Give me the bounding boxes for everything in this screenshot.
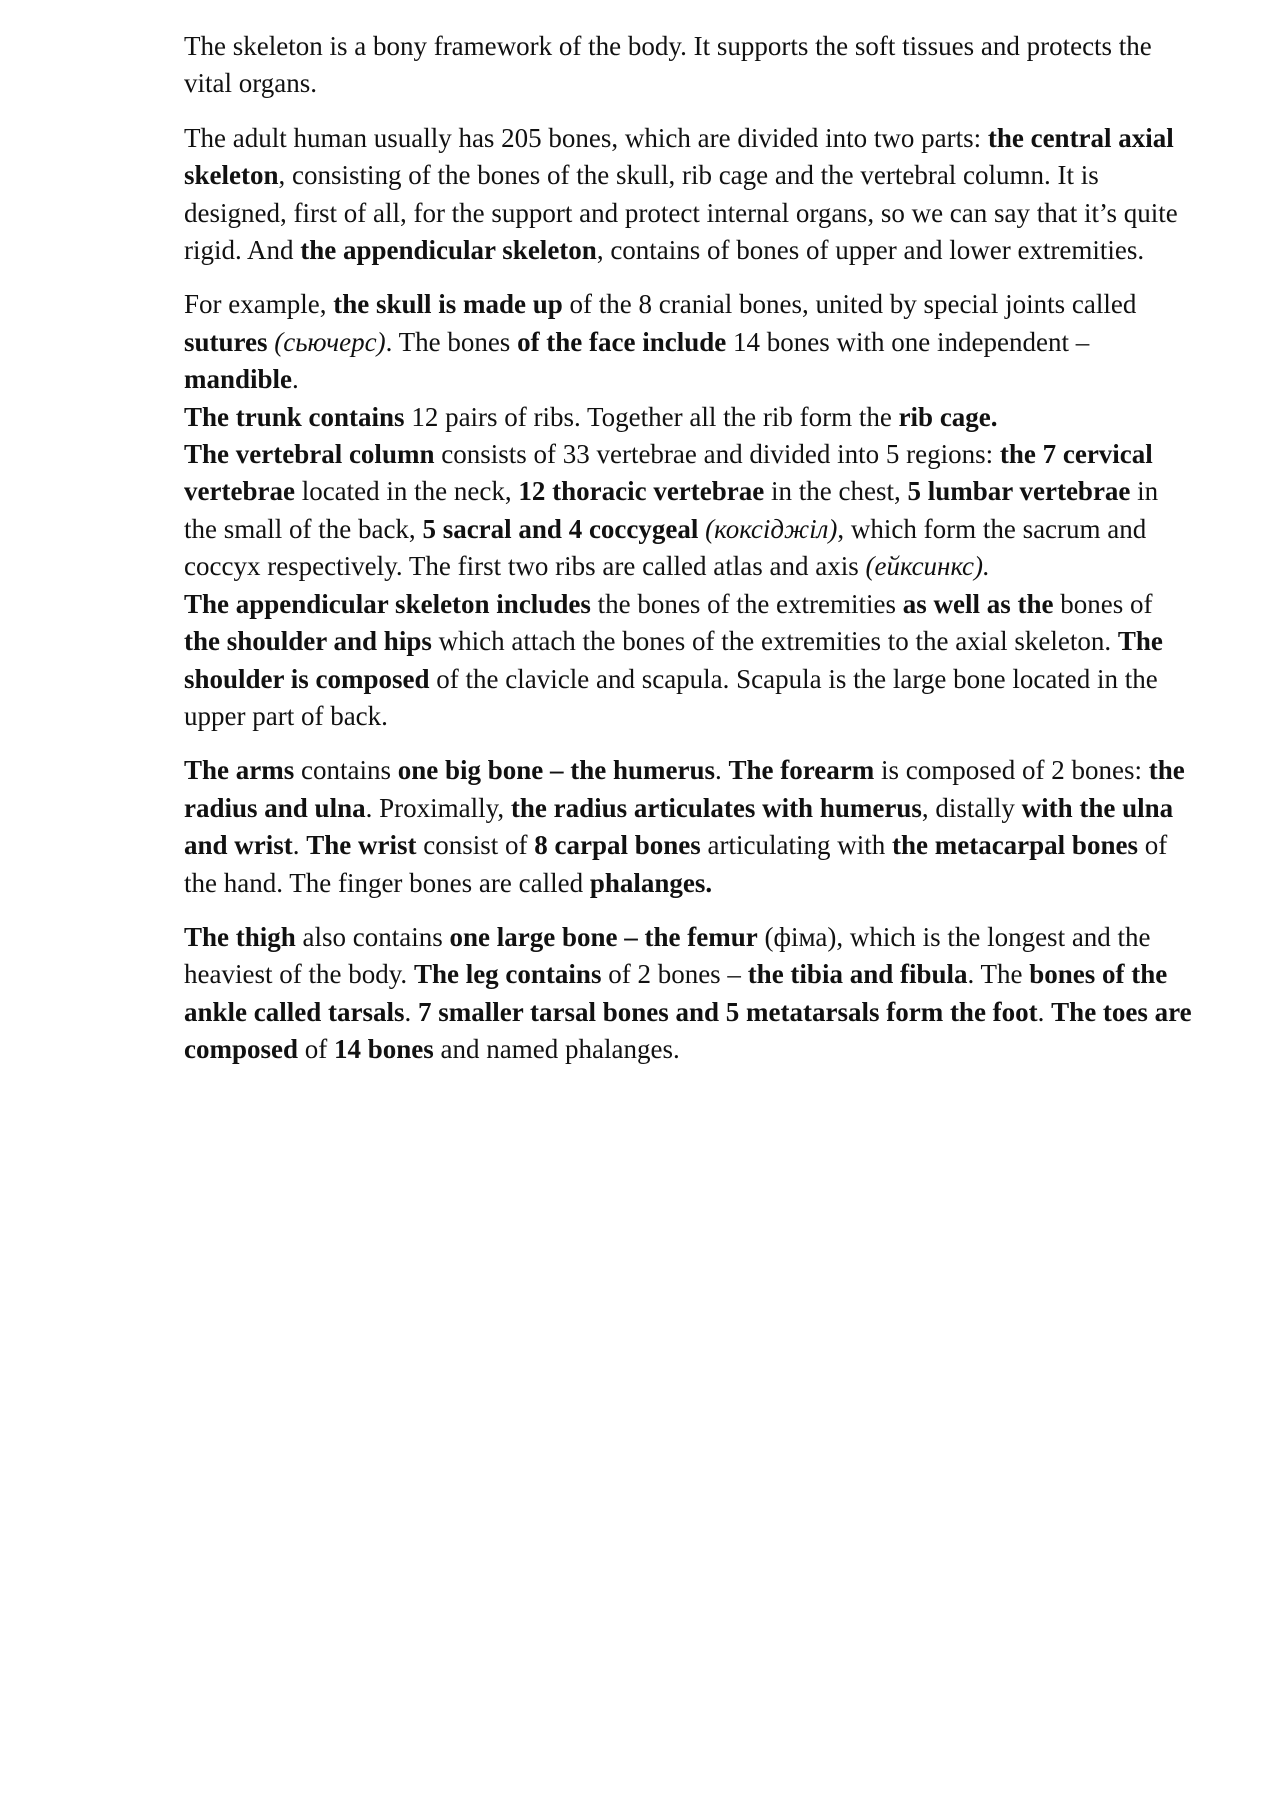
bold-text: the skull is made up	[333, 289, 563, 320]
paragraph	[184, 752, 1194, 902]
bold-text: The shoulder is composed	[184, 626, 1163, 694]
paragraph	[184, 286, 1194, 398]
body-text: , distally	[921, 792, 1022, 823]
bold-text: The trunk contains	[184, 401, 405, 432]
bold-text: 5 sacral and 4 coccygeal	[422, 513, 699, 544]
paragraph	[184, 28, 1194, 103]
bold-text: sutures	[184, 326, 268, 357]
bold-text: The forearm	[728, 755, 875, 786]
bold-text: 5 lumbar vertebrae	[907, 476, 1131, 507]
body-text: consist of	[416, 830, 535, 861]
body-text: 14 bones with one independent –	[726, 326, 1090, 357]
paragraph	[184, 586, 1194, 736]
body-text: .	[1037, 996, 1052, 1027]
italic-text: (ейксинкс).	[865, 551, 990, 582]
paragraph	[184, 436, 1194, 586]
body-text: . The bones	[385, 326, 518, 357]
body-text: articulating with	[700, 830, 892, 861]
bold-text: phalanges.	[589, 867, 713, 898]
bold-text: The wrist	[306, 830, 417, 861]
body-text: .	[292, 830, 307, 861]
body-text: , contains of bones of upper and lower extremities.	[596, 235, 1145, 266]
body-text: For example,	[184, 289, 334, 320]
body-text: . Proximally,	[365, 792, 511, 823]
bold-text: The toes are composed	[184, 996, 1192, 1065]
bold-text: the radius and ulna	[184, 755, 1185, 823]
body-text: of the 8 cranial bones, united by special joints called	[562, 289, 1137, 320]
body-text: of 2 bones –	[601, 959, 748, 990]
body-text: (фіма), which is the longest and the heaviest of the body.	[184, 921, 1151, 990]
bold-text: 14 bones	[334, 1034, 434, 1065]
bold-text: the appendicular skeleton	[300, 235, 597, 266]
body-text: .	[292, 364, 299, 395]
bold-text: the 7 cervical vertebrae	[184, 439, 1153, 507]
bold-text: The vertebral column	[184, 439, 435, 470]
document-page	[184, 28, 1194, 1086]
body-text: of	[298, 1034, 334, 1065]
paragraph	[184, 399, 1194, 436]
bold-text: one big bone – the humerus	[397, 755, 716, 786]
body-text: which attach the bones of the extremities to the axial skeleton.	[431, 626, 1118, 657]
body-text: consists of 33 vertebrae and divided into 5 regions:	[434, 439, 1000, 470]
bold-text: The leg contains	[413, 959, 602, 990]
body-text: The adult human usually has 205 bones, which are divided into two parts:	[184, 122, 988, 153]
body-text: 12 pairs of ribs. Together all the rib form the	[404, 401, 899, 432]
body-text: contains	[294, 755, 398, 786]
body-text: .	[404, 996, 418, 1027]
body-text: . The	[967, 959, 1030, 990]
body-text: and named phalanges.	[433, 1034, 680, 1065]
body-text: of the hand. The finger bones are called	[184, 830, 1168, 898]
italic-text: (коксіджіл)	[705, 513, 838, 544]
bold-text: one large bone – the femur	[449, 921, 758, 952]
body-text: , which form the sacrum and coccyx respectively. The first two ribs are called atlas and axis	[184, 513, 1147, 582]
bold-text: mandible	[184, 364, 293, 395]
bold-text: as well as the	[902, 588, 1054, 619]
body-text: located in the neck,	[294, 476, 519, 507]
bold-text: of the face include	[517, 326, 727, 357]
bold-text: the shoulder and hips	[184, 626, 432, 657]
bold-text: The thigh	[184, 921, 296, 952]
body-text: .	[715, 755, 729, 786]
bold-text: bones of the ankle called tarsals	[184, 959, 1168, 1027]
body-text: is composed of 2 bones:	[874, 755, 1149, 786]
bold-text: 8 carpal bones	[534, 830, 701, 861]
bold-text: The appendicular skeleton includes	[184, 588, 591, 619]
body-text: in the chest,	[764, 476, 908, 507]
bold-text: 12 thoracic vertebrae	[518, 476, 765, 507]
bold-text: the central axial skeleton	[184, 122, 1174, 191]
body-text: also contains	[295, 921, 450, 952]
bold-text: rib cage.	[898, 401, 998, 432]
bold-text: the tibia and fibula	[747, 959, 968, 990]
body-text: , consisting of the bones of the skull, rib cage and the vertebral column. It is designed, first of all, for the support and protect internal organs, so we can say that it’s quite rigid. And	[184, 160, 1178, 266]
italic-text: (сьючерс)	[274, 326, 386, 357]
bold-text: the radius articulates with humerus	[510, 792, 922, 823]
paragraph	[184, 919, 1194, 1069]
body-text: in the small of the back,	[184, 476, 1159, 544]
body-text: of the clavicle and scapula. Scapula is the large bone located in the upper part of back.	[184, 663, 1158, 731]
body-text: The skeleton is a bony framework of the body. It supports the soft tissues and protects the vital organs.	[184, 31, 1152, 99]
body-text: the bones of the extremities	[590, 588, 903, 619]
bold-text: with the ulna and wrist	[184, 792, 1174, 861]
paragraph	[184, 120, 1194, 270]
bold-text: The arms	[184, 755, 295, 786]
bold-text: 7 smaller tarsal bones and 5 metatarsals form the foot	[418, 996, 1038, 1027]
body-text: bones of	[1053, 588, 1153, 619]
bold-text: the metacarpal bones	[891, 830, 1138, 861]
